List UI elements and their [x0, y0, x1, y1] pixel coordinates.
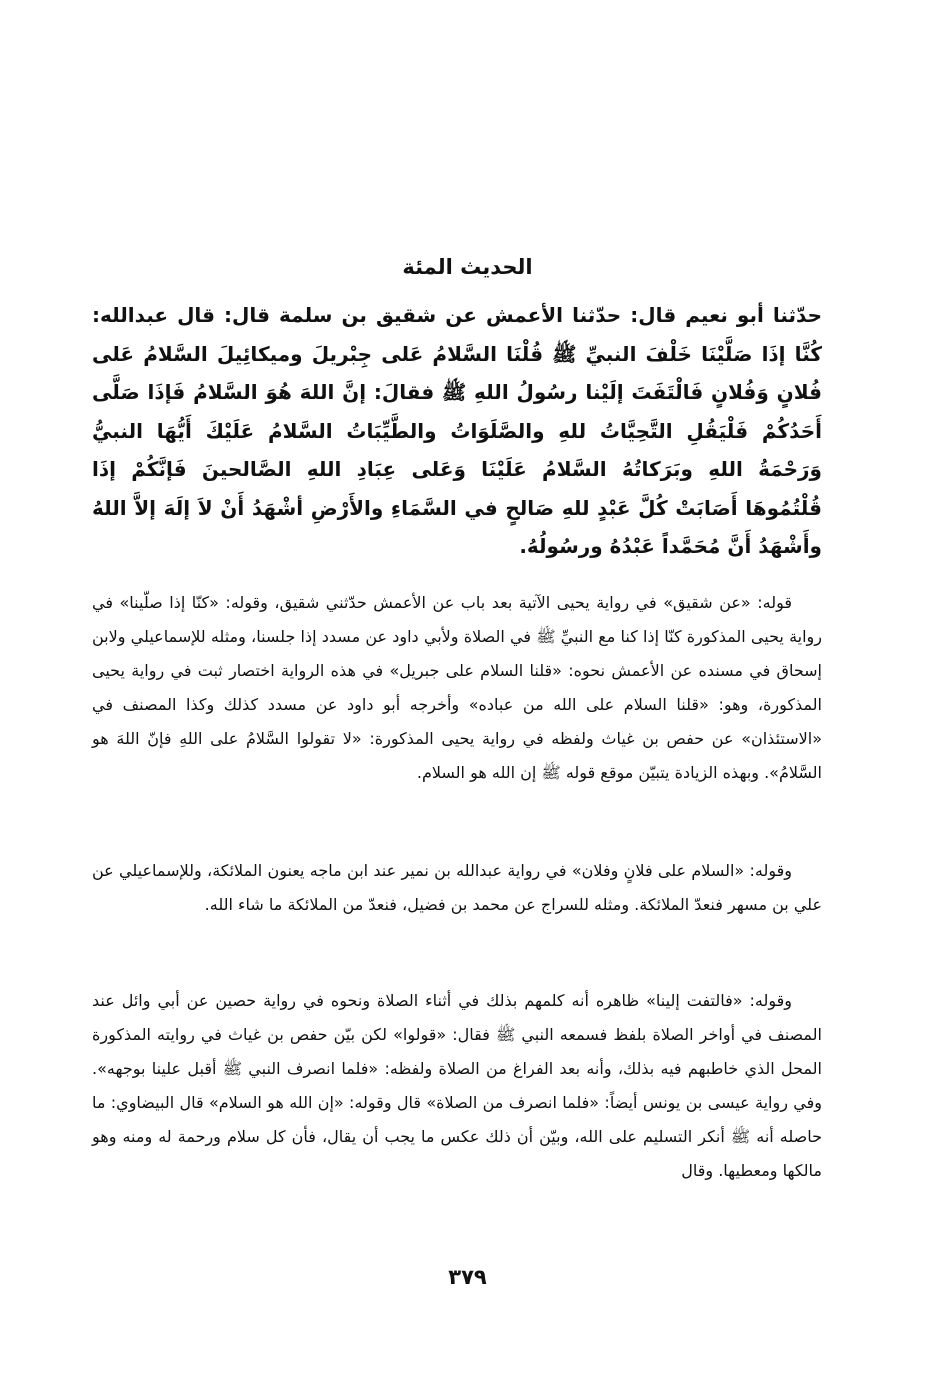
- page-number: ٣٧٩: [448, 1265, 487, 1289]
- hadith-text: حدّثنا أبو نعيم قال: حدّثنا الأعمش عن شقيق بن سلمة قال: قال عبدالله: كُنَّا إذَا صَلَّيْنَا خَلْفَ النبيِّ ﷺ قُلْنَا السَّلامُ عَلى جِبْريلَ وميكائِيلَ السَّلامُ عَلى فُلانٍ وَفُلانٍ فَالْتَفَتَ إلَيْنا رسُولُ اللهِ ﷺ فقالَ: إنَّ اللهَ هُوَ السَّلامُ فَإذَا صَلَّى أَحَدُكُمْ فَلْيَقُلِ التَّحِيَّاتُ للهِ والصَّلَوَاتُ والطَّيِّبَاتُ السَّلامُ عَلَيْكَ أَيُّهَا النبيُّ وَرَحْمَةُ اللهِ وبَرَكاتُهُ السَّلامُ عَلَيْنَا وَعَلى عِبَادِ اللهِ الصَّالحينَ فَإنَّكُمْ إذَا قُلْتُمُوهَا أَصَابَتْ كُلَّ عَبْدٍ للهِ صَالحٍ في السَّمَاءِ والأَرْضِ أشْهَدُ أَنْ لاَ إلَهَ إلاَّ اللهُ وأَشْهَدُ أَنَّ مُحَمَّداً عَبْدُهُ ورسُولُهُ.: [92, 303, 822, 558]
- commentary-paragraph-1: قوله: «عن شقيق» في رواية يحيى الآتية بعد باب عن الأعمش حدّثني شقيق، وقوله: «كنّا إذا صلّينا» في رواية يحيى المذكورة كنّا إذا كنا مع النبيِّ ﷺ في الصلاة ولأبي داود عن مسدد إذا جلسنا، ومثله للإسماعيلي ولابن إسحاق في مسنده عن الأعمش نحوه: «قلنا السلام على جبريل» في هذه الرواية اختصار ثبت في رواية يحيى المذكورة، وهو: «قلنا السلام على الله من عباده» وأخرجه أبو داود عن مسدد كذلك وكذا المصنف في «الاستئذان» عن حفص بن غياث ولفظه في رواية يحيى المذكورة: «لا تقولوا السَّلامُ على اللهِ فإنّ اللهَ هو السَّلامُ». وبهذه الزيادة يتبيّن موقع قوله ﷺ إن الله هو السلام.: [92, 593, 822, 782]
- hadith-heading: الحديث المئة: [402, 255, 533, 279]
- commentary-paragraph-2: وقوله: «السلام على فلانٍ وفلان» في رواية عبدالله بن نمير عند ابن ماجه يعنون الملائكة، وللإسماعيلي عن علي بن مسهر فنعدّ الملائكة. ومثله للسراج عن محمد بن فضيل، فنعدّ من الملائكة ما شاء الله.: [92, 861, 822, 914]
- commentary-paragraph-3: وقوله: «فالتفت إلينا» ظاهره أنه كلمهم بذلك في أثناء الصلاة ونحوه في رواية حصين عن أبي وائل عند المصنف في أواخر الصلاة بلفظ فسمعه النبي ﷺ فقال: «قولوا» لكن بيّن حفص بن غياث في روايته المذكورة المحل الذي خاطبهم فيه بذلك، وأنه بعد الفراغ من الصلاة ولفظه: «فلما انصرف النبي ﷺ أقبل علينا بوجهه». وفي رواية عيسى بن يونس أيضاً: «فلما انصرف من الصلاة» قال وقوله: «إن الله هو السلام» قال البيضاوي: ما حاصله أنه ﷺ أنكر التسليم على الله، وبيّن أن ذلك عكس ما يجب أن يقال، فأن كل سلام ورحمة له ومنه وهو مالكها ومعطيها. وقال: [92, 991, 822, 1180]
